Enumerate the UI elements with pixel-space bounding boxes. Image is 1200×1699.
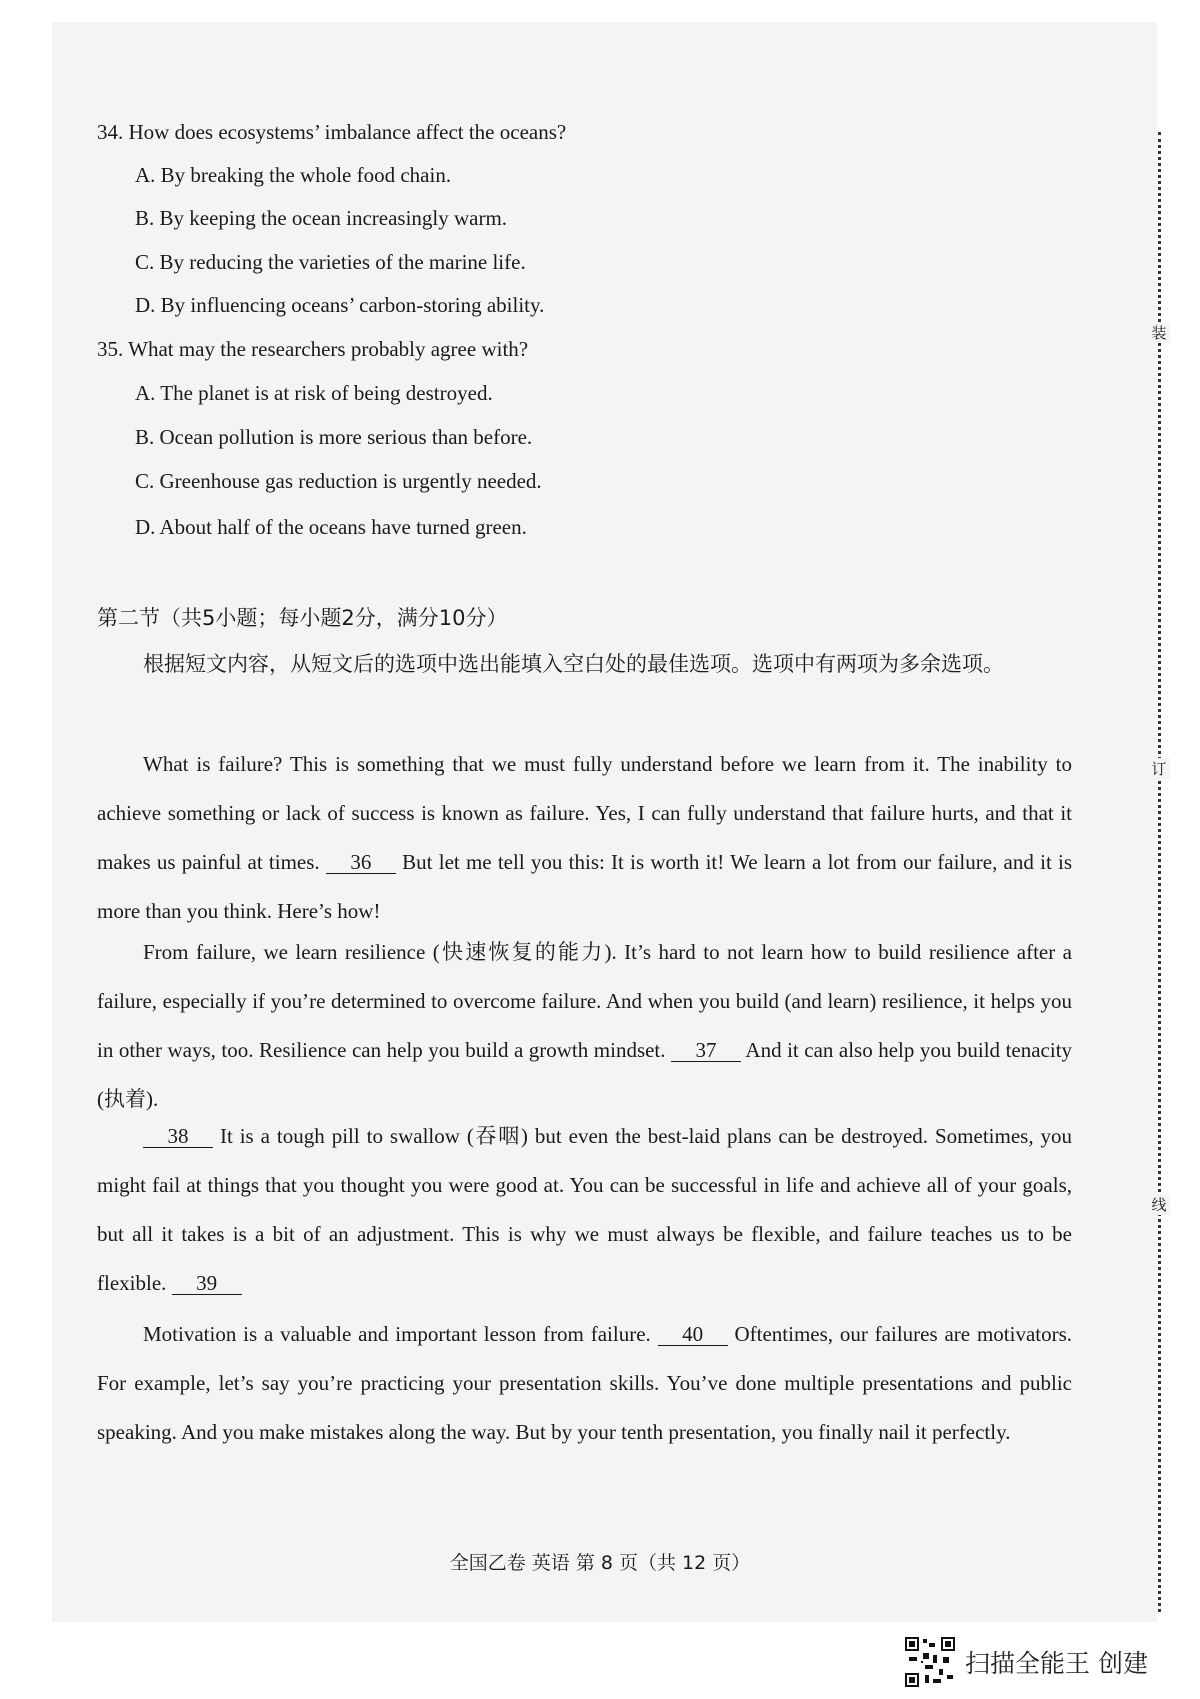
question-35-stem: 35. What may the researchers probably agree with? xyxy=(97,337,529,361)
binding-mark-xian: 线 xyxy=(1148,1194,1170,1215)
passage-paragraph-1 xyxy=(97,740,1072,936)
question-34-option-a: A. By breaking the whole food chain. xyxy=(135,163,452,187)
question-35-option-c: C. Greenhouse gas reduction is urgently needed. xyxy=(135,469,542,493)
blank-38[interactable]: 38 xyxy=(143,1125,213,1148)
blank-39[interactable]: 39 xyxy=(172,1272,242,1295)
blank-37[interactable]: 37 xyxy=(671,1039,741,1062)
question-35-option-b: B. Ocean pollution is more serious than before. xyxy=(135,425,533,449)
paragraph-4-text-a: Motivation is a valuable and important lesson from failure. xyxy=(143,1322,651,1346)
question-34-option-b: B. By keeping the ocean increasingly warm. xyxy=(135,206,508,230)
passage-paragraph-2 xyxy=(97,928,1072,1124)
section-instruction: 根据短文内容，从短文后的选项中选出能填入空白处的最佳选项。选项中有两项为多余选项。 xyxy=(143,652,1004,676)
paragraph-1-text-a: What is failure? This is something that we must fully understand before we learn from it. The inability to achieve something or lack of success is known as failure. Yes, I can fully understand that failure hurts, and that it makes us painful at times. xyxy=(97,752,1072,874)
qr-code-icon xyxy=(905,1637,955,1687)
question-35-option-d: D. About half of the oceans have turned green. xyxy=(135,515,527,539)
scanner-watermark xyxy=(905,1636,1148,1688)
paragraph-4-text-b: Oftentimes, our failures are motivators. For example, let’s say you’re practicing your presentation skills. You’ve done multiple presentations and public speaking. And you make mistakes along the way. But by your tenth presentation, you finally nail it perfectly. xyxy=(97,1322,1073,1444)
question-34-option-d: D. By influencing oceans’ carbon-storing ability. xyxy=(135,293,545,317)
page-footer: 全国乙卷 英语 第 8 页（共 12 页） xyxy=(449,1552,751,1574)
binding-dotted-line xyxy=(1158,132,1161,1612)
question-34-stem: 34. How does ecosystems’ imbalance affect the oceans? xyxy=(97,120,567,144)
passage-paragraph-4 xyxy=(97,1310,1072,1457)
paragraph-1-text-b: But let me tell you this: It is worth it! We learn a lot from our failure, and it is more than you think. Here’s how! xyxy=(97,850,1073,923)
question-34-option-c: C. By reducing the varieties of the marine life. xyxy=(135,250,526,274)
paragraph-2-text-a: From failure, we learn resilience (快速恢复的能力). It’s hard to not learn how to build resilience after a failure, especially if you’re determined to overcome failure. And when you build (and learn) resilience, it helps you in other ways, too. Resilience can help you build a growth mindset. xyxy=(97,940,1072,1062)
passage-paragraph-3 xyxy=(97,1112,1072,1308)
blank-36[interactable]: 36 xyxy=(326,851,396,874)
binding-mark-zhuang: 装 xyxy=(1148,322,1170,343)
paragraph-2-text-b: And it can also help you build tenacity (执着). xyxy=(97,1038,1073,1111)
paragraph-3-text-a: It is a tough pill to swallow (吞咽) but even the best-laid plans can be destroyed. Sometimes, you might fail at things that you thought you were good at. You can be successful in life and achieve all of your goals, but all it takes is a bit of an adjustment. This is why we must always be flexible, and failure teaches us to be flexible. xyxy=(97,1124,1073,1295)
binding-mark-ding: 订 xyxy=(1148,758,1170,779)
question-35-option-a: A. The planet is at risk of being destroyed. xyxy=(135,381,493,405)
scanner-watermark-text: 扫描全能王 创建 xyxy=(965,1649,1148,1678)
section-heading: 第二节（共5小题；每小题2分，满分10分） xyxy=(97,606,508,630)
blank-40[interactable]: 40 xyxy=(658,1323,728,1346)
